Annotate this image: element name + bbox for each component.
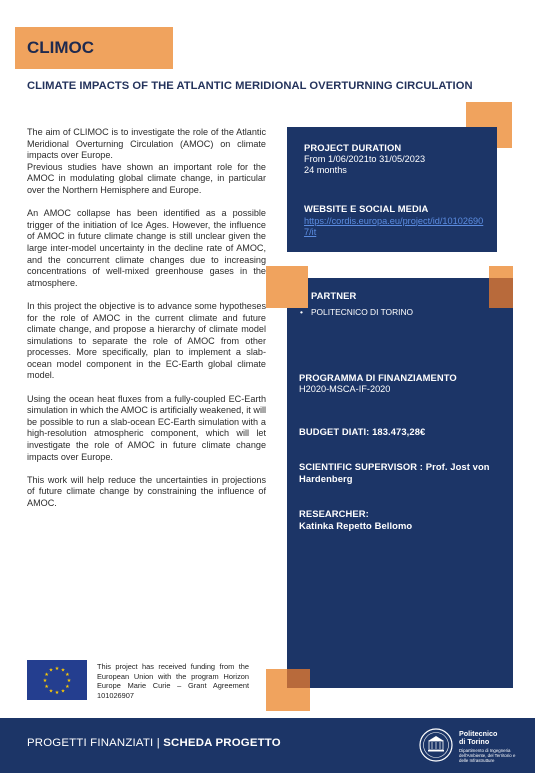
footer-section: PROGETTI FINANZIATI | bbox=[27, 737, 164, 749]
researcher-block bbox=[299, 508, 504, 531]
website-block bbox=[304, 203, 486, 239]
decorative-square bbox=[287, 278, 308, 308]
paragraph-amoc-collapse: An AMOC collapse has been identified as a possible trigger of the initiation of Ice Ages. However, the influence of AMOC in future climate change is still unclear given the large inter-model uncertainty in the decline rate of AMOC, and the concurrent climate changes due to increasing concentrations of well-mixed greenhouse gases in the atmosphere. bbox=[27, 208, 266, 288]
budget-block bbox=[299, 426, 504, 438]
politecnico-name bbox=[459, 730, 497, 746]
decorative-square bbox=[287, 669, 310, 688]
eu-flag-icon bbox=[27, 660, 87, 700]
politecnico-logo-icon bbox=[418, 727, 454, 763]
partner-heading: PARTNER bbox=[311, 290, 357, 301]
supervisor-block bbox=[299, 461, 504, 484]
duration-block bbox=[304, 142, 489, 177]
duration-months: 24 months bbox=[304, 165, 347, 176]
svg-text:★: ★ bbox=[48, 688, 54, 695]
svg-text:★: ★ bbox=[65, 684, 70, 690]
footer-title bbox=[27, 737, 281, 749]
paragraph-impact: This work will help reduce the uncertainties in projections of future climate change by constraining the influence of AMOC. bbox=[27, 474, 266, 508]
partner-name: POLITECNICO DI TORINO bbox=[310, 306, 414, 317]
footer-doc-type: SCHEDA PROGETTO bbox=[163, 737, 281, 749]
duration-heading: PROJECT DURATION bbox=[304, 142, 402, 153]
project-acronym: CLIMOC bbox=[27, 38, 95, 57]
department-name: Dipartimento di Ingegneria dell'Ambiente, del Territorio e delle Infrastrutture bbox=[459, 748, 516, 763]
bullet-icon: • bbox=[300, 306, 303, 317]
paragraph-aim: The aim of CLIMOC is to investigate the role of the Atlantic Meridional Overturning Circulation (AMOC) on climate impacts over Europe. bbox=[27, 127, 266, 161]
decorative-square bbox=[489, 266, 513, 278]
funding-acknowledgement: This project has received funding from the European Union with the program Horizon Europe Marie Curie – Grant Agreement 101026907 bbox=[97, 662, 249, 700]
funding-block bbox=[299, 372, 504, 395]
decorative-square bbox=[489, 278, 513, 308]
svg-text:★: ★ bbox=[54, 666, 60, 672]
svg-text:★: ★ bbox=[48, 667, 54, 674]
svg-text:★: ★ bbox=[44, 672, 49, 678]
svg-text:★: ★ bbox=[60, 667, 66, 674]
footer-bar bbox=[0, 718, 535, 773]
researcher-heading: RESEARCHER: bbox=[299, 508, 369, 519]
partner-block bbox=[300, 290, 481, 318]
paragraph-method: Using the ocean heat fluxes from a fully-coupled EC-Earth simulation in which the AMOC is artificially weakened, it will be possible to run a slab-ocean EC-Earth simulation with a high-resolution atmospheric component, which will let investigate the role of AMOC in future climate change impacts over Europe. bbox=[27, 393, 266, 462]
svg-text:★: ★ bbox=[65, 672, 70, 678]
website-heading: WEBSITE E SOCIAL MEDIA bbox=[304, 203, 429, 214]
svg-text:★: ★ bbox=[66, 678, 72, 684]
svg-text:★: ★ bbox=[54, 690, 60, 696]
researcher-name: Katinka Repetto Bellomo bbox=[299, 519, 413, 531]
svg-text:★: ★ bbox=[44, 684, 49, 690]
budget-text: BUDGET DIATI: 183.473,28€ bbox=[299, 426, 426, 437]
partner-item bbox=[300, 307, 481, 319]
politecnico-name-line2: di Torino bbox=[459, 737, 490, 746]
paragraph-objective: In this project the objective is to advance some hypotheses for the role of AMOC in the current climate and future climate change, and propose a hierarchy of climate model simulations to separate the role of AMOC from other processes. More specifically, plan to implement a slab-ocean model component in the EC-Earth global climate model. bbox=[27, 300, 266, 381]
funding-value: H2020-MSCA-IF-2020 bbox=[299, 383, 391, 394]
supervisor-text: SCIENTIFIC SUPERVISOR : Prof. Jost von Hardenberg bbox=[299, 461, 490, 484]
funding-heading: PROGRAMMA DI FINANZIAMENTO bbox=[299, 372, 457, 383]
svg-text:★: ★ bbox=[60, 688, 66, 695]
politecnico-name-line1: Politecnico bbox=[459, 729, 498, 738]
project-description bbox=[27, 127, 266, 521]
website-link[interactable]: https://cordis.europa.eu/project/id/101026907/it bbox=[304, 215, 484, 238]
paragraph-previous-studies: Previous studies have shown an important role for the AMOC in modulating global climate change, in particular over the Northern Hemisphere and Europe. bbox=[27, 161, 266, 195]
svg-text:★: ★ bbox=[42, 678, 48, 684]
project-acronym-tab bbox=[15, 27, 173, 69]
project-title: CLIMATE IMPACTS OF THE ATLANTIC MERIDIONAL OVERTURNING CIRCULATION bbox=[27, 80, 473, 92]
duration-dates: From 1/06/2021to 31/05/2023 bbox=[304, 153, 426, 164]
